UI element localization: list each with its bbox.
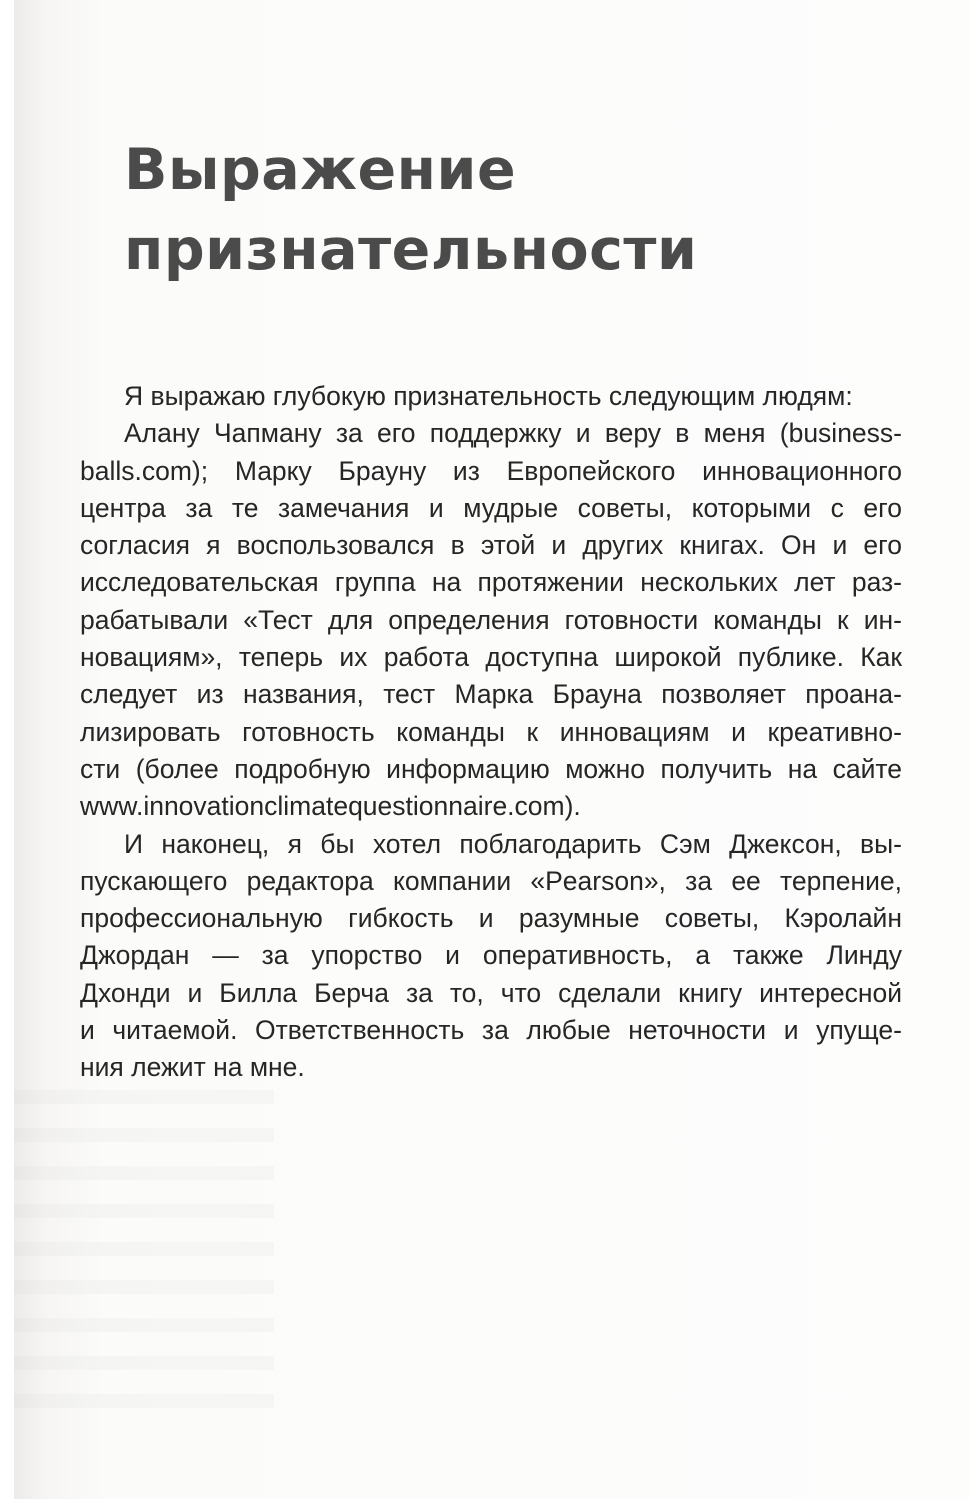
text-line: www.innovationclimatequestionnaire.com). (80, 791, 581, 822)
text-line: центра за те замечания и мудрые советы, которыми с его (80, 492, 902, 523)
text-line: согласия я воспользовался в этой и других книгах. Он и его (80, 530, 902, 561)
body-text (80, 378, 902, 1087)
book-page (14, 0, 969, 1499)
text-line: ния лежит на мне. (80, 1052, 305, 1083)
text-line: Джордан — за упорство и оперативность, а также Линду (80, 940, 902, 971)
show-through-text (14, 1090, 274, 1430)
text-line: Дхонди и Билла Берча за то, что сделали книгу интересной (80, 977, 902, 1008)
chapter-title (124, 130, 697, 290)
text-line: Я выражаю глубокую признательность следующим людям: (124, 381, 853, 411)
paragraph-1 (80, 378, 902, 415)
text-line: новациям», теперь их работа доступна широкой публике. Как (80, 642, 902, 673)
text-line: исследовательская группа на протяжении нескольких лет раз- (80, 567, 902, 598)
text-line: лизировать готовность команды к инновациям и креативно- (80, 716, 902, 747)
chapter-title-line-1: Выражение (124, 137, 517, 203)
text-line: и читаемой. Ответственность за любые неточности и упуще- (80, 1015, 902, 1046)
text-line: Алану Чапману за его поддержку и веру в меня (business- (124, 418, 902, 449)
text-line: сти (более подробную информацию можно получить на сайте (80, 753, 902, 784)
paragraph-2 (80, 415, 902, 825)
text-line: balls.com); Марку Брауну из Европейского инновационного (80, 455, 902, 486)
paragraph-3 (80, 826, 902, 1087)
text-line: следует из названия, тест Марка Брауна позволяет проана- (80, 679, 902, 710)
text-line: рабатывали «Тест для определения готовности команды к ин- (80, 604, 902, 635)
chapter-title-line-2: признательности (124, 217, 698, 283)
text-line: профессиональную гибкость и разумные советы, Кэролайн (80, 903, 902, 934)
text-line: пускающего редактора компании «Pearson», за ее терпение, (80, 865, 902, 896)
text-line: И наконец, я бы хотел поблагодарить Сэм Джексон, вы- (124, 828, 902, 859)
